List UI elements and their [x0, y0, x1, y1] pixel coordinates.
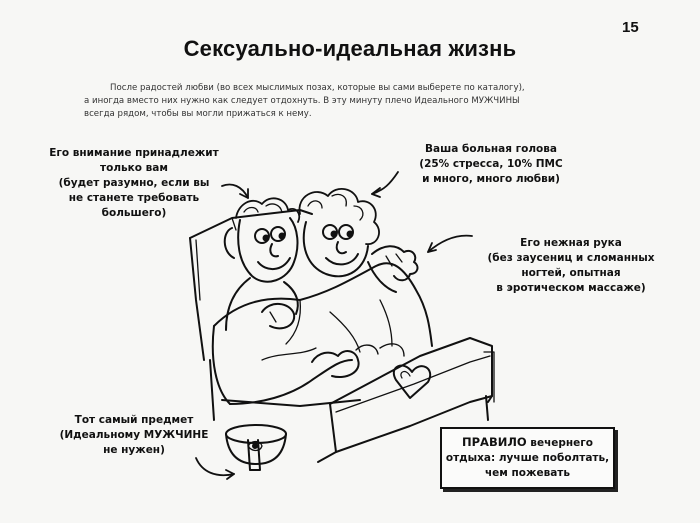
callout-attention-line: (будет разумно, если вы [58, 177, 210, 189]
callout-attention-line: большего) [101, 207, 167, 219]
rule-box-line-1-rest: вечернего [526, 437, 593, 449]
callout-head [386, 142, 596, 187]
callout-attention-line: Его внимание принадлежит [49, 147, 219, 159]
callout-hand-line: Его нежная рука [520, 237, 622, 249]
callout-hand [456, 236, 686, 296]
rule-box-line-2: отдыха: лучше поболтать, [445, 452, 610, 464]
callout-attention [24, 146, 244, 221]
callout-head-line: Ваша больная голова [425, 143, 557, 155]
headboard [190, 210, 312, 360]
callout-head-line: и много, много любви) [422, 173, 560, 185]
intro-line-2: а иногда вместо них нужно как следует отдохнуть. В эту минуту плечо Идеального МУЖЧИНЫ [84, 96, 520, 106]
callout-object-line: не нужен) [103, 444, 165, 456]
heart-icon [394, 366, 430, 398]
callout-head-line: (25% стресса, 10% ПМС [419, 158, 563, 170]
rule-box-line-3: чем пожевать [484, 467, 571, 479]
intro-line-3: всегда рядом, чтобы вы могли прижаться к нему. [84, 109, 312, 119]
callout-object-line: (Идеальному МУЖЧИНЕ [59, 429, 209, 441]
callout-attention-line: только вам [100, 162, 168, 174]
callout-hand-line: ногтей, опытная [521, 267, 621, 279]
callout-hand-line: (без заусениц и сломанных [487, 252, 655, 264]
rule-box-line-1 [442, 435, 613, 451]
page-number: 15 [622, 19, 639, 36]
rule-box [440, 427, 615, 489]
intro-line-1: После радостей любви (во всех мыслимых позах, которые вы сами выберете по каталогу), [110, 83, 525, 93]
callout-attention-line: не станете требовать [68, 192, 200, 204]
bowl-icon [226, 425, 286, 464]
callout-object [54, 413, 214, 458]
rule-keyword: ПРАВИЛО [461, 435, 527, 449]
callout-hand-line: в эротическом массаже) [496, 282, 646, 294]
page-title: Сексуально-идеальная жизнь [183, 36, 517, 61]
callout-object-line: Тот самый предмет [74, 414, 194, 426]
